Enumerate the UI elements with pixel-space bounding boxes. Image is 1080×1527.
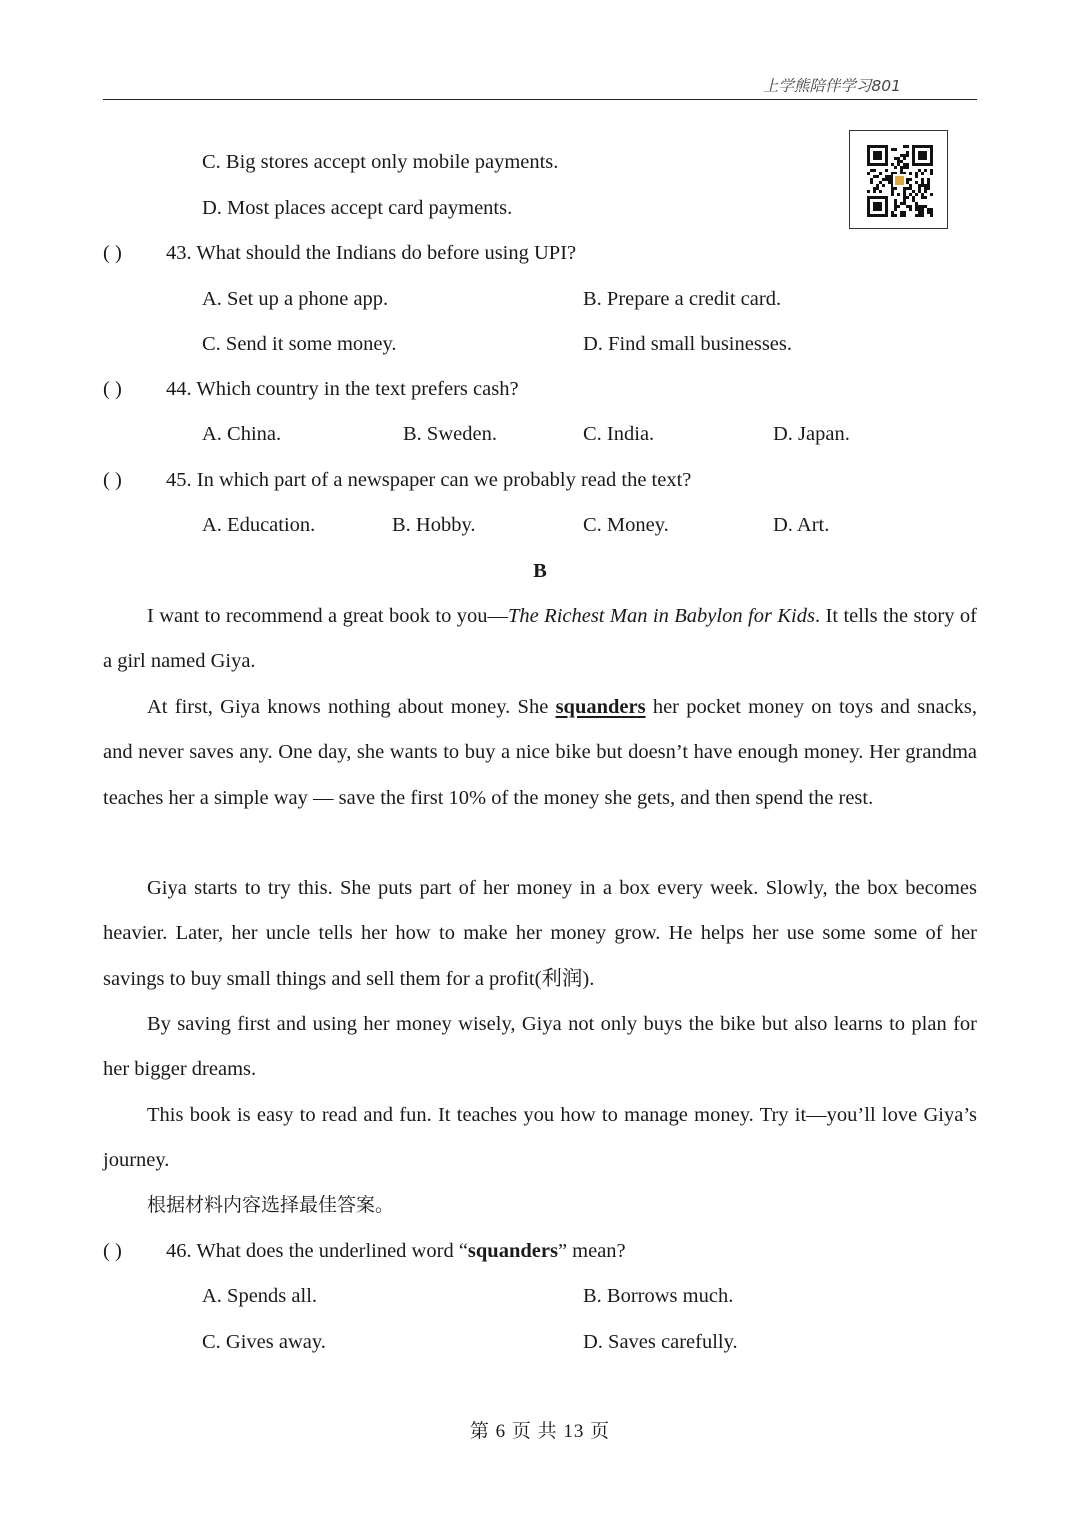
header-rule xyxy=(103,99,977,100)
book-title: The Richest Man in Babylon for Kids xyxy=(508,605,815,627)
passage-paragraph-2: At first, Giya knows nothing about money. She squanders her pocket money on toys and snacks, and never saves any. One day, she wants to buy a nice bike but doesn’t have enough money. Her grandma teaches her a simple way — save the first 10% of the money she gets, and then spend the rest. xyxy=(103,696,977,809)
q45-option-a: A. Education. xyxy=(202,514,316,536)
q43-option-c: C. Send it some money. xyxy=(202,333,397,355)
q43-answer-blank[interactable]: ( ) xyxy=(103,242,122,264)
q46-option-a: A. Spends all. xyxy=(202,1285,318,1307)
q46-stem: 46. What does the underlined word “squanders” mean? xyxy=(166,1240,626,1262)
passage-paragraph-1: I want to recommend a great book to you—The Richest Man in Babylon for Kids. It tells the story of a girl named Giya. xyxy=(103,605,977,673)
passage-paragraph-4: By saving first and using her money wisely, Giya not only buys the bike but also learns to plan for her bigger dreams. xyxy=(103,1013,977,1081)
page-footer: 第 6 页 共 13 页 xyxy=(469,1421,611,1442)
q43-option-a: A. Set up a phone app. xyxy=(202,288,389,310)
q44-option-d: D. Japan. xyxy=(773,423,850,445)
q44-stem: 44. Which country in the text prefers cash? xyxy=(166,378,519,400)
q45-option-c: C. Money. xyxy=(583,514,669,536)
q44-answer-blank[interactable]: ( ) xyxy=(103,378,122,400)
passage-paragraph-3: Giya starts to try this. She puts part of her money in a box every week. Slowly, the box becomes heavier. Later, her uncle tells her how to make her money grow. He helps her use some some of her savings to buy small things and sell them for a profit(利润). xyxy=(103,877,977,990)
q45-answer-blank[interactable]: ( ) xyxy=(103,469,122,491)
q44-option-a: A. China. xyxy=(202,423,282,445)
q44-option-b: B. Sweden. xyxy=(403,423,497,445)
q43-option-b: B. Prepare a credit card. xyxy=(583,288,782,310)
q46-option-c: C. Gives away. xyxy=(202,1331,326,1353)
section-b-heading: B xyxy=(533,560,547,582)
q43-option-d: D. Find small businesses. xyxy=(583,333,792,355)
instruction-text: 根据材料内容选择最佳答案。 xyxy=(147,1194,395,1216)
q46-answer-blank[interactable]: ( ) xyxy=(103,1240,122,1262)
q42-option-c: C. Big stores accept only mobile payments. xyxy=(202,151,559,173)
q46-option-b: B. Borrows much. xyxy=(583,1285,734,1307)
q45-option-d: D. Art. xyxy=(773,514,830,536)
q45-option-b: B. Hobby. xyxy=(392,514,476,536)
underlined-keyword: squanders xyxy=(555,696,646,718)
qr-code-icon xyxy=(849,130,948,229)
q43-stem: 43. What should the Indians do before using UPI? xyxy=(166,242,577,264)
page-header-text: 上学熊陪伴学习801 xyxy=(762,77,901,95)
q44-option-c: C. India. xyxy=(583,423,655,445)
q46-option-d: D. Saves carefully. xyxy=(583,1331,738,1353)
q45-stem: 45. In which part of a newspaper can we probably read the text? xyxy=(166,469,692,491)
q46-keyword: squanders xyxy=(467,1240,558,1262)
q42-option-d: D. Most places accept card payments. xyxy=(202,197,513,219)
passage-paragraph-5: This book is easy to read and fun. It teaches you how to manage money. Try it—you’ll love Giya’s journey. xyxy=(103,1104,977,1172)
